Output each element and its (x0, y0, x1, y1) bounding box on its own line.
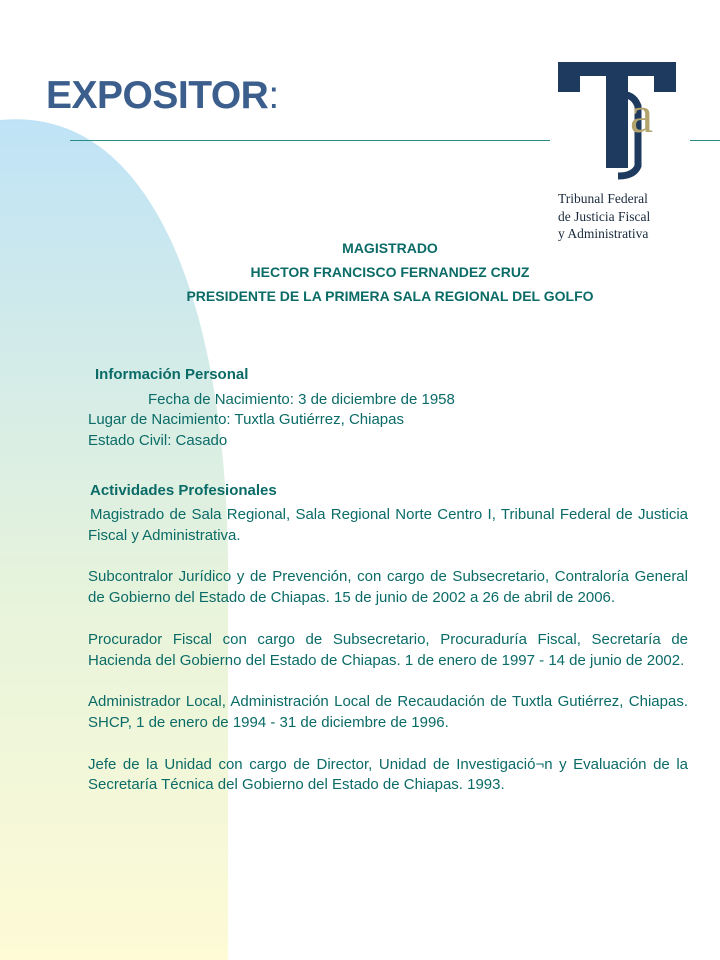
name-heading: HECTOR FRANCISCO FERNANDEZ CRUZ (250, 264, 530, 280)
civil-status: Estado Civil: Casado (88, 432, 228, 449)
professional-list (88, 505, 688, 817)
logo-line: Tribunal Federal (558, 191, 648, 206)
birth-date: Fecha de Nacimiento: 3 de diciembre de 1958 (148, 391, 455, 408)
professional-heading: Actividades Profesionales (90, 482, 277, 499)
logo-line: y Administrativa (558, 226, 649, 241)
list-item: Subcontralor Jurídico y de Prevención, con cargo de Subsecretario, Contraloría General de Gobierno del Estado de Chiapas. 15 de junio de 2002 a 26 de abril de 2006. (88, 568, 688, 607)
birth-place: Lugar de Nacimiento: Tuxtla Gutiérrez, Chiapas (88, 411, 404, 428)
role-heading: MAGISTRADO (342, 240, 438, 256)
list-item: Procurador Fiscal con cargo de Subsecretario, Procuraduría Fiscal, Secretaría de Hacienda del Gobierno del Estado de Chiapas. 1 de enero de 1997 - 14 de junio de 2002. (88, 630, 688, 669)
page-title: EXPOSITOR: (46, 74, 279, 117)
personal-info-heading: Información Personal (95, 366, 249, 383)
logo-caption (558, 190, 688, 243)
logo-line: de Justicia Fiscal (558, 208, 651, 224)
tfja-logo-mark (550, 58, 690, 183)
position-heading: PRESIDENTE DE LA PRIMERA SALA REGIONAL DEL GOLFO (186, 288, 594, 304)
list-item: Magistrado de Sala Regional, Sala Regional Norte Centro I, Tribunal Federal de Justicia Fiscal y Administrativa. (88, 506, 688, 544)
tfja-logo (550, 58, 690, 258)
list-item: Administrador Local, Administración Local de Recaudación de Tuxtla Gutiérrez, Chiapas. SHCP, 1 de enero de 1994 - 31 de diciembre de 1996. (88, 693, 688, 731)
list-item: Jefe de la Unidad con cargo de Director, Unidad de Investigació¬n y Evaluación de la Secretaría Técnica del Gobierno del Estado de Chiapas. 1993. (88, 755, 688, 794)
svg-text:a: a (630, 87, 654, 144)
